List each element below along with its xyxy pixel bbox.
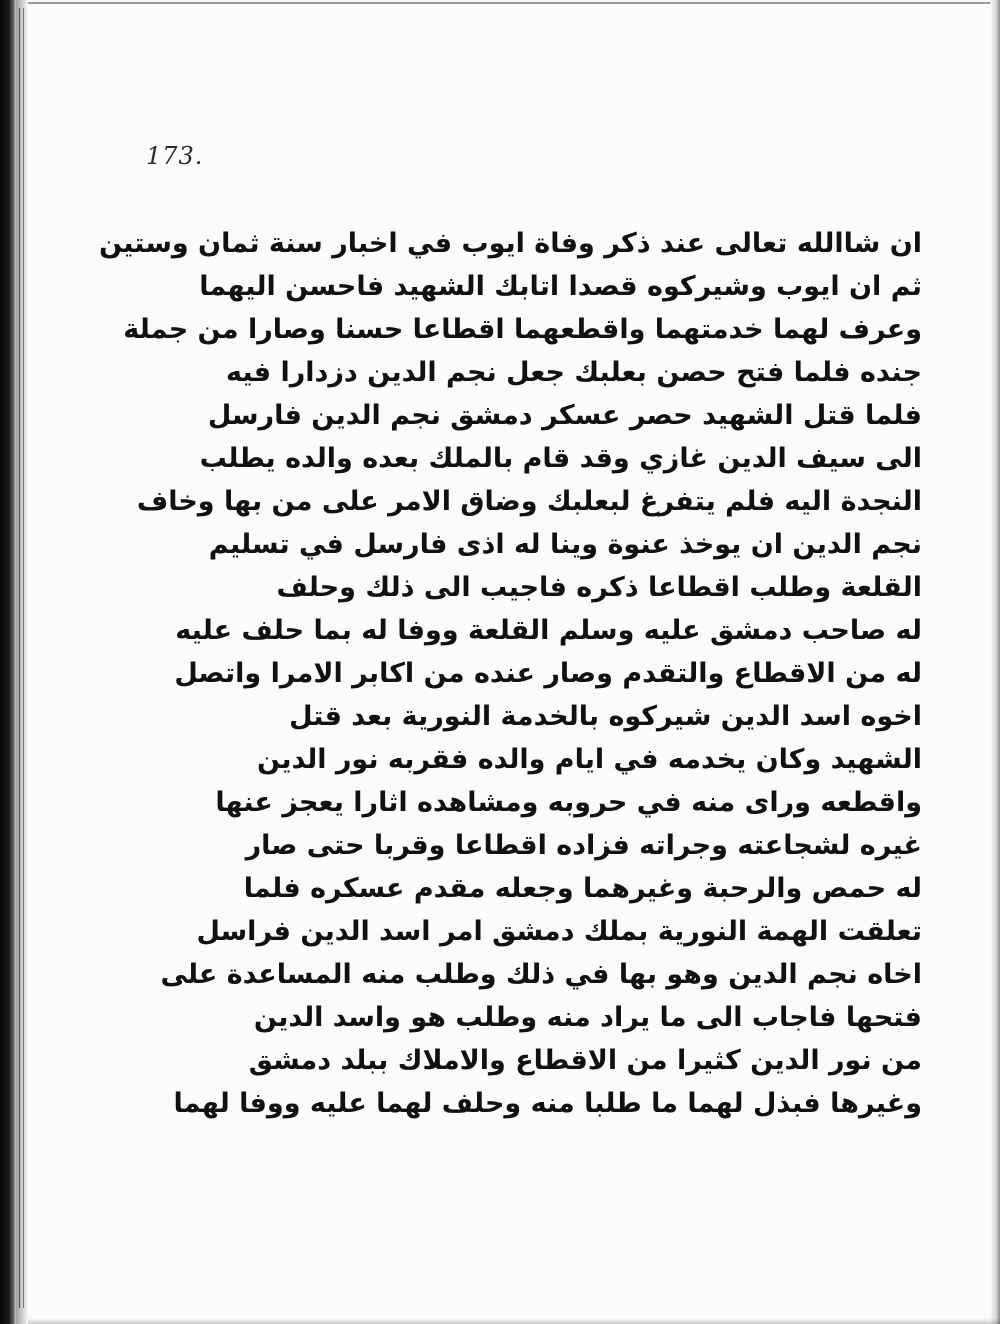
binding-gutter — [0, 0, 16, 1324]
page-edge-line — [23, 8, 24, 1308]
manuscript-line: نجم الدين ان يوخذ عنوة وينا له اذى فارسل في تسليم — [208, 529, 922, 560]
manuscript-text-block — [98, 222, 922, 1125]
manuscript-line: له من الاقطاع والتقدم وصار عنده من اكابر الامرا واتصل — [174, 658, 922, 689]
manuscript-line: النجدة اليه فلم يتفرغ لبعلبك وضاق الامر على من بها وخاف — [136, 486, 922, 517]
manuscript-line: ثم ان ايوب وشيركوه قصدا اتابك الشهيد فاحسن اليهما — [199, 271, 922, 302]
manuscript-line: فلما قتل الشهيد حصر عسكر دمشق نجم الدين فارسل — [207, 400, 922, 431]
manuscript-line: ان شاالله تعالى عند ذكر وفاة ايوب في اخبار سنة ثمان وستين — [98, 228, 922, 259]
manuscript-line: له حمص والرحبة وغيرهما وجعله مقدم عسكره فلما — [243, 873, 922, 904]
manuscript-line: اخاه نجم الدين وهو بها في ذلك وطلب منه المساعدة على — [160, 959, 922, 990]
folio-number: 173. — [146, 142, 204, 170]
manuscript-line: وعرف لهما خدمتهما واقطعهما اقطاعا حسنا وصارا من جملة — [123, 314, 922, 345]
gutter-shadow — [16, 0, 28, 1324]
manuscript-line: من نور الدين كثيرا من الاقطاع والاملاك ببلد دمشق — [248, 1045, 922, 1076]
bottom-page-edge — [28, 1318, 1000, 1324]
manuscript-line: له صاحب دمشق عليه وسلم القلعة ووفا له بما حلف عليه — [175, 615, 922, 646]
right-page-edge — [990, 0, 1000, 1324]
manuscript-line: القلعة وطلب اقطاعا ذكره فاجيب الى ذلك وحلف — [276, 572, 922, 603]
manuscript-line: واقطعه وراى منه في حروبه ومشاهده اثارا يعجز عنها — [215, 787, 922, 818]
manuscript-line: جنده فلما فتح حصن بعلبك جعل نجم الدين دزدارا فيه — [225, 357, 922, 388]
manuscript-line: الى سيف الدين غازي وقد قام بالملك بعده والده يطلب — [199, 443, 922, 474]
manuscript-line: فتحها فاجاب الى ما يراد منه وطلب هو واسد الدين — [253, 1002, 922, 1033]
page-edge-line — [19, 8, 20, 1308]
manuscript-line: وغيرها فبذل لهما ما طلبا منه وحلف لهما عليه ووفا لهما — [173, 1088, 922, 1119]
manuscript-line: غيره لشجاعته وجراته فزاده اقطاعا وقربا حتى صار — [245, 830, 922, 861]
manuscript-line: الشهيد وكان يخدمه في ايام والده فقربه نور الدين — [257, 744, 922, 775]
manuscript-line: تعلقت الهمة النورية بملك دمشق امر اسد الدين فراسل — [196, 916, 922, 947]
manuscript-line: اخوه اسد الدين شيركوه بالخدمة النورية بعد قتل — [289, 701, 922, 732]
